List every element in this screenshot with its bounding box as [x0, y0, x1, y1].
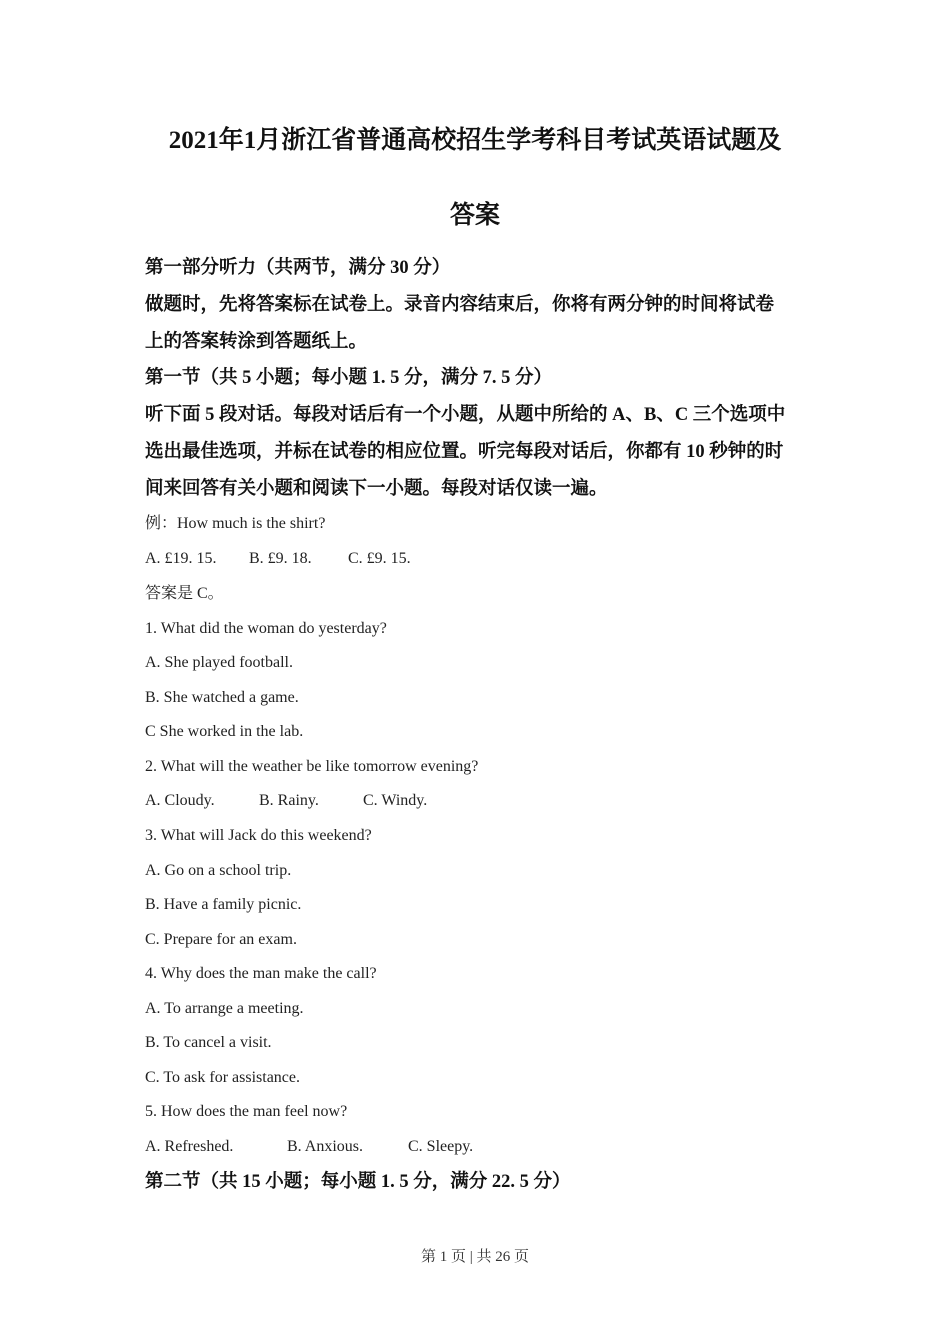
example-answer: 答案是 C。: [145, 585, 224, 602]
question-option: A. Go on a school trip.: [145, 862, 292, 879]
question-text: 4. Why does the man make the call?: [145, 965, 377, 982]
document-title-line1: 2021年1月浙江省普通高校招生学考科目考试英语试题及: [168, 127, 782, 154]
example-option-c: C. £9. 15.: [348, 550, 411, 567]
part1-instruction: 上的答案转涂到答题纸上。: [145, 332, 368, 352]
question-option: B. Have a family picnic.: [145, 896, 302, 913]
question-option: B. She watched a game.: [145, 689, 299, 706]
example-question: 例：How much is the shirt?: [145, 515, 326, 532]
question-option: C. Windy.: [363, 792, 428, 809]
section1-instruction: 听下面 5 段对话。每段对话后有一个小题，从题中所给的 A、B、C 三个选项中: [145, 405, 786, 425]
question-option: A. Cloudy.: [145, 792, 215, 809]
part1-instruction: 做题时，先将答案标在试卷上。录音内容结束后，你将有两分钟的时间将试卷: [145, 295, 775, 315]
page-footer: 第 1 页 | 共 26 页: [420, 1249, 529, 1265]
section1-heading: 第一节（共 5 小题；每小题 1. 5 分，满分 7. 5 分）: [145, 368, 553, 388]
question-option: C. Prepare for an exam.: [145, 931, 297, 948]
question-text: 1. What did the woman do yesterday?: [145, 620, 387, 637]
part1-heading: 第一部分听力（共两节，满分 30 分）: [145, 258, 451, 278]
document-title-line2: 答案: [449, 202, 500, 229]
question-option: B. To cancel a visit.: [145, 1034, 272, 1051]
section1-instruction: 间来回答有关小题和阅读下一小题。每段对话仅读一遍。: [145, 479, 608, 499]
question-option: C. Sleepy.: [408, 1138, 474, 1155]
question-text: 5. How does the man feel now?: [145, 1103, 348, 1120]
question-option: C. To ask for assistance.: [145, 1069, 300, 1086]
question-option: B. Anxious.: [287, 1138, 364, 1155]
section1-instruction: 选出最佳选项，并标在试卷的相应位置。听完每段对话后，你都有 10 秒钟的时: [145, 442, 784, 462]
section2-heading: 第二节（共 15 小题；每小题 1. 5 分，满分 22. 5 分）: [145, 1172, 571, 1192]
question-option: A. Refreshed.: [145, 1138, 234, 1155]
question-options-row: [145, 791, 427, 811]
example-option-a: A. £19. 15.: [145, 550, 217, 567]
question-text: 3. What will Jack do this weekend?: [145, 827, 372, 844]
question-option: A. To arrange a meeting.: [145, 1000, 304, 1017]
question-option: A. She played football.: [145, 654, 293, 671]
question-text: 2. What will the weather be like tomorrow evening?: [145, 758, 479, 775]
question-option: C She worked in the lab.: [145, 723, 304, 740]
example-options: [145, 549, 411, 569]
question-options-row: [145, 1137, 473, 1157]
example-option-b: B. £9. 18.: [249, 550, 312, 567]
question-option: B. Rainy.: [259, 792, 319, 809]
